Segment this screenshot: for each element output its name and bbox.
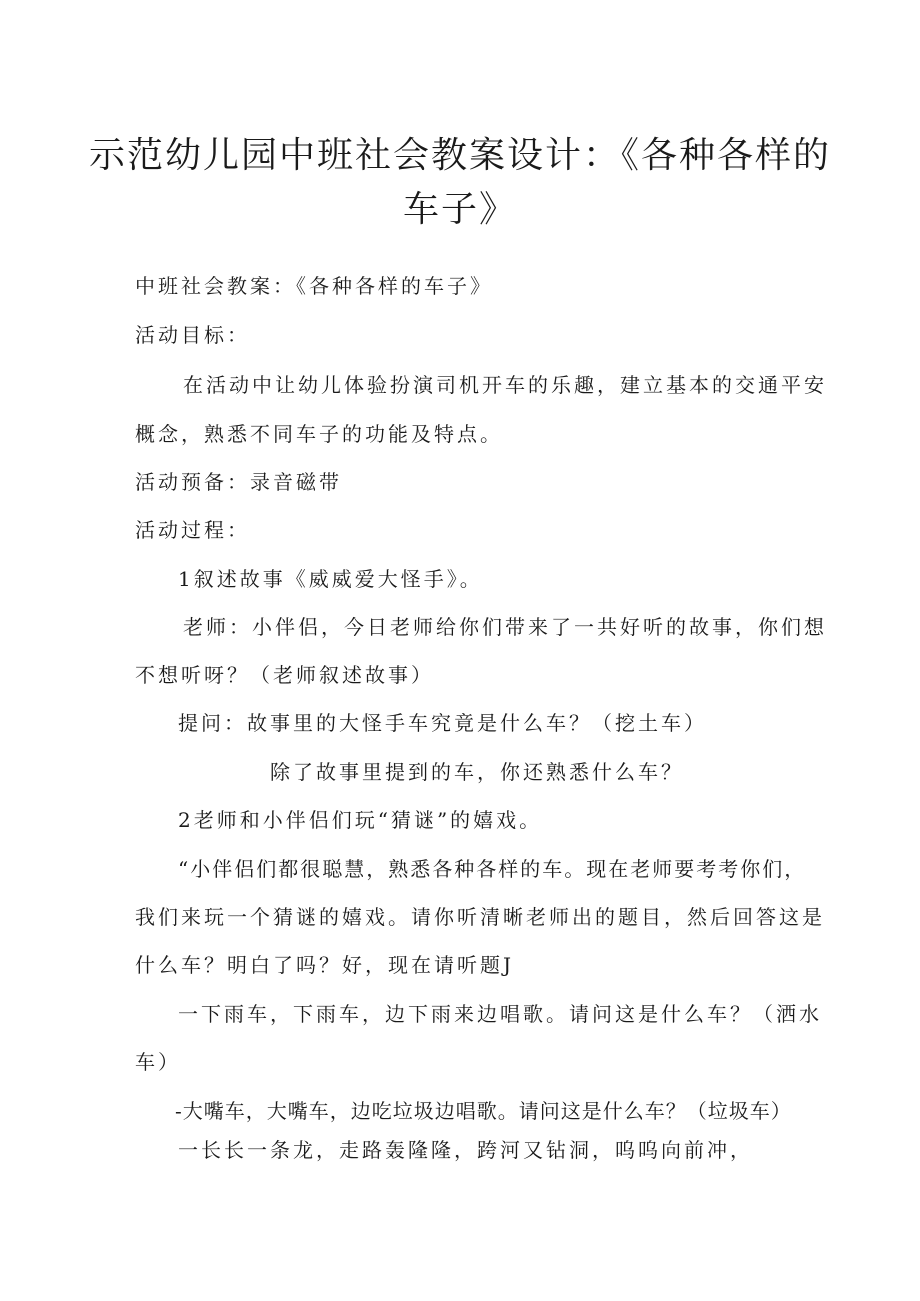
paragraph-line: “小伴侣们都很聪慧，熟悉各种各样的车。现在老师要考考你们， xyxy=(178,857,807,881)
paragraph-line: 车） xyxy=(135,1050,181,1074)
paragraph-line: 1叙述故事《威威爱大怪手》。 xyxy=(178,567,483,591)
paragraph-line: 我们来玩一个猜谜的嬉戏。请你听清晰老师出的题目，然后回答这是 xyxy=(135,905,825,929)
document-title-line-2: 车子》 xyxy=(402,189,517,230)
paragraph-line: -大嘴车，大嘴车，边吃垃圾边唱歌。请问这是什么车？（垃圾车） xyxy=(175,1099,792,1123)
paragraph-line: 一下雨车，下雨车，边下雨来边唱歌。请问这是什么车？（洒水 xyxy=(178,1002,822,1026)
paragraph-line: 什么车？明白了吗？好，现在请听题J xyxy=(135,953,515,977)
section-heading-goals: 活动目标： xyxy=(135,323,250,347)
paragraph-line: 概念，熟悉不同车子的功能及特点。 xyxy=(135,422,503,446)
section-heading-process: 活动过程： xyxy=(135,518,250,542)
paragraph-line: 除了故事里提到的车，你还熟悉什么车？ xyxy=(270,760,684,784)
section-heading-preparation: 活动预备：录音磁带 xyxy=(135,470,342,494)
paragraph-line: 老师：小伴侣，今日老师给你们带来了一共好听的故事，你们想 xyxy=(183,615,827,639)
paragraph-line: 一长长一条龙，走路轰隆隆，跨河又钻洞，呜呜向前冲， xyxy=(178,1138,753,1162)
paragraph-line: 2老师和小伴侣们玩“猜谜”的嬉戏。 xyxy=(178,808,543,832)
paragraph-line: 提问：故事里的大怪手车究竟是什么车？（挖土车） xyxy=(178,711,707,735)
document-title-line-1: 示范幼儿园中班社会教案设计：《各种各样的 xyxy=(88,135,831,176)
paragraph-line: 不想听呀？（老师叙述故事） xyxy=(135,663,434,687)
paragraph-line: 在活动中让幼儿体验扮演司机开车的乐趣，建立基本的交通平安 xyxy=(183,373,827,397)
subtitle-line: 中班社会教案：《各种各样的车子》 xyxy=(135,274,493,298)
